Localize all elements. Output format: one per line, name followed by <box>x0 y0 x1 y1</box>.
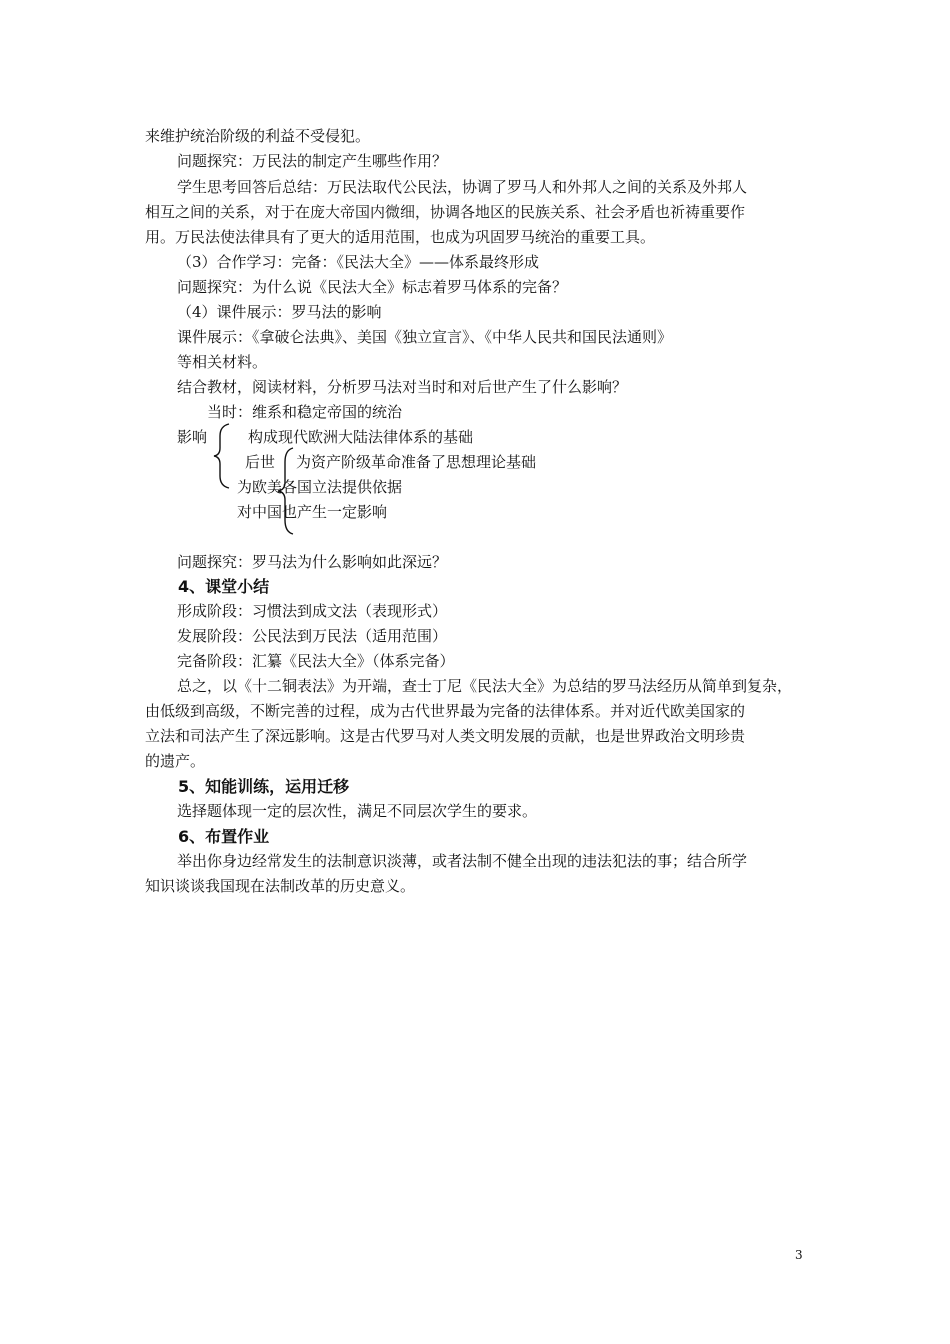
influence-item-4: 对中国也产生一定影响 <box>237 503 388 521</box>
paragraph-text: 举出你身边经常发生的法制意识淡薄，或者法制不健全出现的违法犯法的事；结合所学 <box>177 852 748 870</box>
paragraph-text: 的遗产。 <box>145 752 206 770</box>
section-heading: 4、课堂小结 <box>178 577 270 596</box>
influence-item-1: 构成现代欧洲大陆法律体系的基础 <box>248 428 474 446</box>
influence-item-2: 为资产阶级革命准备了思想理论基础 <box>296 453 537 471</box>
summary-stage: 完备阶段：汇纂《民法大全》（体系完备） <box>177 652 455 670</box>
influence-item-3: 为欧美各国立法提供依据 <box>237 478 403 496</box>
paragraph-text: 来维护统治阶级的利益不受侵犯。 <box>145 127 371 145</box>
question-text: 问题探究：为什么说《民法大全》标志着罗马体系的完备？ <box>177 278 568 296</box>
paragraph-text: 由低级到高级，不断完善的过程，成为古代世界最为完备的法律体系。并对近代欧美国家的 <box>145 702 746 720</box>
summary-stage: 形成阶段：习惯法到成文法（表现形式） <box>177 602 448 620</box>
paragraph-text: 知识谈谈我国现在法制改革的历史意义。 <box>145 877 416 895</box>
question-text: 问题探究：罗马法为什么影响如此深远？ <box>177 553 448 571</box>
question-text: 问题探究：万民法的制定产生哪些作用？ <box>177 152 448 170</box>
influence-current: 当时：维系和稳定帝国的统治 <box>207 403 403 421</box>
paragraph-text: 等相关材料。 <box>177 353 268 371</box>
section-text: （4）课件展示：罗马法的影响 <box>177 303 382 321</box>
summary-stage: 发展阶段：公民法到万民法（适用范围） <box>177 627 448 645</box>
paragraph-text: 学生思考回答后总结：万民法取代公民法，协调了罗马人和外邦人之间的关系及外邦人 <box>177 178 748 196</box>
influence-label: 影响 <box>177 428 208 446</box>
page-number: 3 <box>795 1248 803 1262</box>
section-text: （3）合作学习：完备：《民法大全》——体系最终形成 <box>177 253 540 271</box>
paragraph-text: 课件展示：《拿破仑法典》、美国《独立宣言》、《中华人民共和国民法通则》 <box>177 328 673 346</box>
paragraph-text: 选择题体现一定的层次性，满足不同层次学生的要求。 <box>177 802 538 820</box>
section-heading: 6、布置作业 <box>178 827 270 846</box>
paragraph-text: 用。万民法使法律具有了更大的适用范围，也成为巩固罗马统治的重要工具。 <box>145 228 656 246</box>
influence-later-label: 后世 <box>245 453 276 471</box>
paragraph-text: 相互之间的关系，对于在庞大帝国内微细，协调各地区的民族关系、社会矛盾也祈祷重要作 <box>145 203 746 221</box>
left-brace-icon <box>211 422 233 490</box>
section-heading: 5、知能训练，运用迁移 <box>178 777 350 796</box>
paragraph-text: 总之，以《十二铜表法》为开端，查士丁尼《民法大全》为总结的罗马法经历从简单到复杂， <box>177 677 793 695</box>
paragraph-text: 立法和司法产生了深远影响。这是古代罗马对人类文明发展的贡献，也是世界政治文明珍贵 <box>145 727 746 745</box>
paragraph-text: 结合教材，阅读材料，分析罗马法对当时和对后世产生了什么影响？ <box>177 378 628 396</box>
